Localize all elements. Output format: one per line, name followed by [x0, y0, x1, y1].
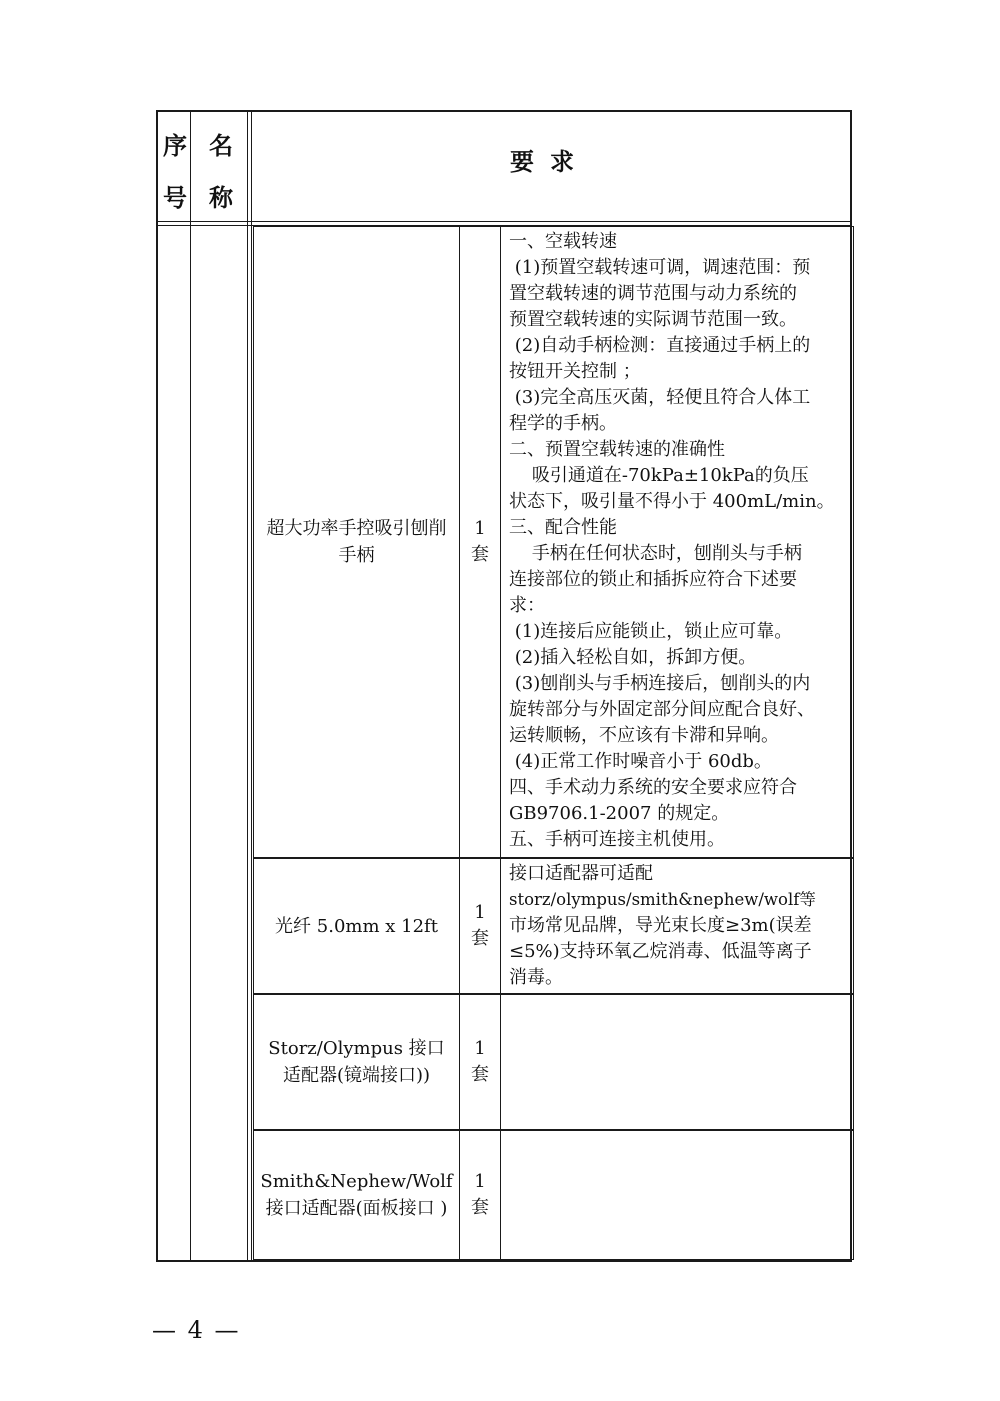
requirement-line: (1)连接后应能锁止，锁止应可靠。	[509, 621, 793, 642]
item-requirements	[501, 227, 853, 857]
header-name-char-1: 名	[209, 132, 233, 160]
item-qty-unit: 套	[471, 1197, 489, 1218]
item-qty	[460, 1131, 501, 1259]
item-subtable	[253, 226, 854, 1260]
item-qty-unit: 套	[471, 544, 489, 565]
item-qty	[460, 859, 501, 993]
table-row	[253, 858, 854, 994]
requirement-line: 三、配合性能	[509, 517, 617, 538]
requirement-line: 消毒。	[509, 967, 563, 988]
item-name: 超大功率手控吸引刨削手柄	[254, 227, 460, 857]
page-number: — 4 —	[152, 1316, 241, 1344]
item-qty-number: 1	[474, 1038, 486, 1059]
requirement-line: (4)正常工作时噪音小于 60db。	[509, 751, 772, 772]
requirement-line: (2)插入轻松自如，拆卸方便。	[509, 647, 757, 668]
item-qty	[460, 995, 501, 1129]
requirement-line: 二、预置空载转速的准确性	[509, 439, 725, 460]
header-index-char-2: 号	[163, 184, 187, 212]
requirement-line: 市场常见品牌，导光束长度≥3m(误差	[509, 915, 812, 936]
col-divider-name	[247, 112, 252, 1260]
item-qty-unit: 套	[471, 928, 489, 949]
requirement-line: GB9706.1-2007 的规定。	[509, 803, 730, 824]
item-name: Storz/Olympus 接口适配器(镜端接口))	[254, 995, 460, 1129]
header-index-char-1: 序	[163, 132, 187, 160]
table-row	[253, 994, 854, 1130]
item-requirements	[501, 1131, 853, 1259]
header-name-char-2: 称	[209, 184, 233, 212]
col-divider-index	[190, 112, 191, 1260]
table-row	[253, 1130, 854, 1260]
requirement-line: 连接部位的锁止和插拆应符合下述要	[509, 569, 797, 590]
table-row	[253, 226, 854, 858]
item-requirements	[501, 995, 853, 1129]
requirement-line: (3)完全高压灭菌，轻便且符合人体工	[509, 387, 811, 408]
header-requirements: 要求	[510, 148, 590, 176]
requirement-line: 状态下，吸引量不得小于 400mL/min。	[509, 491, 835, 512]
requirement-line: 吸引通道在-70kPa±10kPa的负压	[509, 465, 809, 486]
requirement-line: 按钮开关控制 ；	[509, 361, 641, 382]
requirement-line: 一、空载转速	[509, 231, 617, 252]
requirement-line: (2)自动手柄检测：直接通过手柄上的	[509, 335, 811, 356]
item-requirements	[501, 859, 853, 993]
item-qty-unit: 套	[471, 1064, 489, 1085]
requirement-line: 旋转部分与外固定部分间应配合良好、	[509, 699, 815, 720]
requirement-line: 运转顺畅，不应该有卡滞和异响。	[509, 725, 779, 746]
requirement-line: 求：	[509, 595, 545, 616]
requirement-line: storz/olympus/smith&nephew/wolf等	[509, 890, 816, 909]
header-name	[192, 120, 250, 224]
requirement-line: (3)刨削头与手柄连接后，刨削头的内	[509, 673, 811, 694]
requirement-line: 四、手术动力系统的安全要求应符合	[509, 777, 797, 798]
requirement-line: 预置空载转速的实际调节范围一致。	[509, 309, 797, 330]
item-qty-number: 1	[474, 902, 486, 923]
requirement-line: 五、手柄可连接主机使用。	[509, 829, 725, 850]
requirement-line: ≤5%)支持环氧乙烷消毒、低温等离子	[509, 941, 812, 962]
item-name: 光纤 5.0mm x 12ft	[254, 859, 460, 993]
item-qty-number: 1	[474, 1171, 486, 1192]
header-index	[158, 120, 192, 224]
spec-table	[156, 110, 852, 1262]
requirement-line: 接口适配器可适配	[509, 863, 653, 884]
item-qty-number: 1	[474, 518, 486, 539]
requirement-line: 置空载转速的调节范围与动力系统的	[509, 283, 797, 304]
item-name: Smith&Nephew/Wolf接口适配器(面板接口 )	[254, 1131, 460, 1259]
requirement-line: (1)预置空载转速可调，调速范围：预	[509, 257, 811, 278]
requirement-line: 程学的手柄。	[509, 413, 617, 434]
item-qty	[460, 227, 501, 857]
requirement-line: 手柄在任何状态时，刨削头与手柄	[509, 543, 802, 564]
